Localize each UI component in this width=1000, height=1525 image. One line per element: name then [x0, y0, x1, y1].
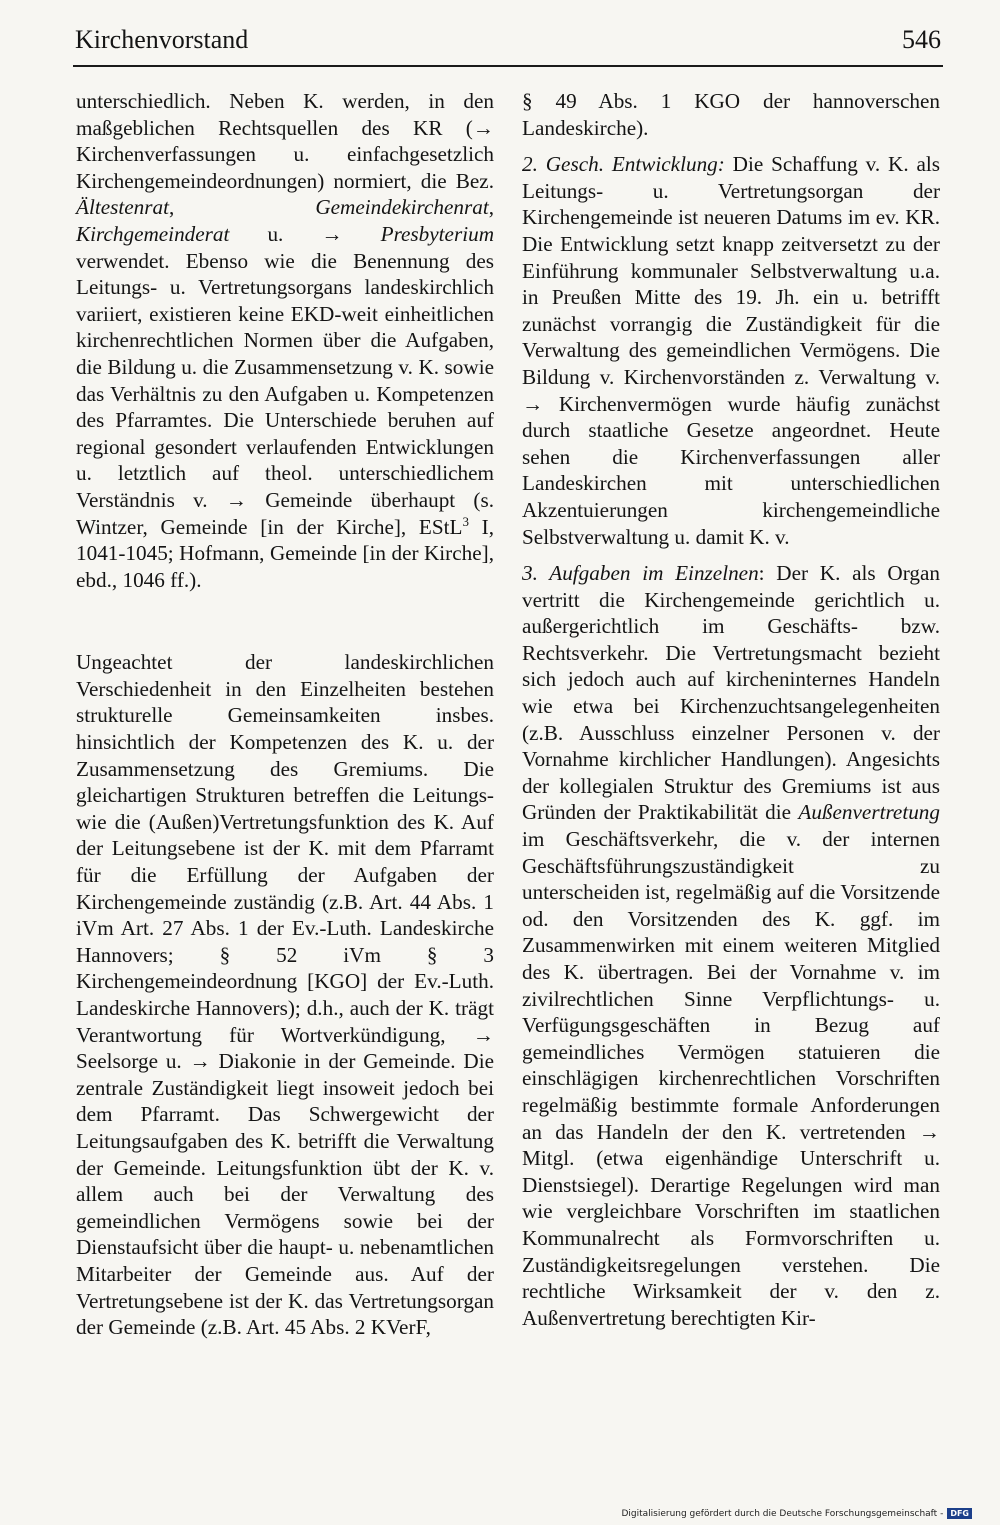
- body-paragraph: 3. Aufgaben im Einzelnen: Der K. als Organ vertritt die Kirchengemeinde gerichtlich u. außergerichtlich im Geschäfts- bzw. Rechtsverkehr. Die Vertretungsmacht bezieht sich jedoch auch auf kircheninternes Handeln wie etwa bei Kirchenzuchtsangelegenheiten (z.B. Ausschluss einzelner Personen v. der Vornahme kirchlicher Handlungen). Angesichts der kollegialen Struktur des Gremiums ist aus Gründen der Praktikabilität die Außenvertretung im Geschäftsverkehr, die v. der internen Geschäftsführungszuständigkeit zu unterscheiden ist, regelmäßig auf die Vorsitzende od. den Vorsitzenden des K. ggf. im Zusammenwirken mit einem weiteren Mitglied des K. übertragen. Bei der Vornahme v. im zivilrechtlichen Sinne Verpflichtungs- u. Verfügungsgeschäften in Bezug auf gemeindliches Vermögen statuieren die einschlägigen kirchenrechtlichen Vorschriften regelmäßig bestimmte formale Anforderungen an das Handeln der den K. vertretenden → Mitgl. (etwa eigenhändige Unterschrift u. Dienstsiegel). Derartige Regelungen wird man wie vergleichbare Vorschriften im staatlichen Kommunalrecht als Formvorschriften u. Zuständigkeitsregelungen verstehen. Die rechtliche Wirksamkeit der v. den z. Außenvertretung berechtigten Kir-: [522, 561, 940, 1330]
- right-column: [522, 88, 940, 1331]
- page-title: Kirchenvorstand: [75, 25, 249, 54]
- running-head: [75, 22, 941, 58]
- header-rule: [73, 65, 943, 67]
- funding-footer: [621, 1508, 972, 1519]
- body-paragraph: unterschiedlich. Neben K. werden, in den maßgeblichen Rechtsquellen des KR (→ Kirchenverfassungen u. einfachgesetzlich Kirchengemeindeordnungen) normiert, die Bez. Ältestenrat, Gemeindekirchenrat, Kirchgemeinderat u. → Presbyterium verwendet. Ebenso wie die Benennung des Leitungs- u. Vertretungsorgans landeskirchlich variiert, existieren keine EKD-weit einheitlichen kirchenrechtlichen Normen über die Aufgaben, die Bildung u. die Zusammensetzung v. K. sowie das Verhältnis zu den Aufgaben u. Kompetenzen des Pfarramtes. Die Unterschiede beruhen auf regional gesondert verlaufenden Entwicklungen u. letztlich auf theol. unterschiedlichem Verständnis v. → Gemeinde überhaupt (s. Wintzer, Gemeinde [in der Kirche], EStL$^3$ I, 1041-1045; Hofmann, Gemeinde [in der Kirche], ebd., 1046 ff.).: [76, 89, 494, 592]
- body-paragraph: Ungeachtet der landeskirchlichen Verschiedenheit in den Einzelheiten bestehen strukturelle Gemeinsamkeiten insbes. hinsichtlich der Kompetenzen des K. u. der Zusammensetzung des Gremiums. Die gleichartigen Strukturen betreffen die Leitungs- wie die (Außen)Vertretungsfunktion des K. Auf der Leitungsebene ist der K. mit dem Pfarramt für die Erfüllung der Aufgaben der Kirchengemeinde zuständig (z.B. Art. 44 Abs. 1 iVm Art. 27 Abs. 1 der Ev.-Luth. Landeskirche Hannovers; § 52 iVm § 3 Kirchengemeindeordnung [KGO] der Ev.-Luth. Landeskirche Hannovers); d.h., auch der K. trägt Verantwortung für Wortverkündigung, → Seelsorge u. → Diakonie in der Gemeinde. Die zentrale Zuständigkeit liegt insoweit jedoch bei dem Pfarramt. Das Schwergewicht der Leitungsaufgaben des K. betrifft die Verwaltung der Gemeinde. Leitungsfunktion übt der K. v. allem auch bei der Verwaltung des gemeindlichen Vermögens sowie bei der Dienstaufsicht über die haupt- u. nebenamtlichen Mitarbeiter der Gemeinde aus. Auf der Vertretungsebene ist der K. das Vertretungsorgan der Gemeinde (z.B. Art. 45 Abs. 2 KVerF,: [76, 650, 494, 1340]
- body-paragraph: § 49 Abs. 1 KGO der hannoverschen Landeskirche).: [522, 89, 940, 140]
- footer-text: Digitalisierung gefördert durch die Deutsche Forschungsgemeinschaft -: [621, 1508, 944, 1519]
- page-number: 546: [902, 25, 941, 54]
- body-paragraph: 2. Gesch. Entwicklung: Die Schaffung v. K. als Leitungs- u. Vertretungsorgan der Kirchengemeinde ist neueren Datums im ev. KR. Die Entwicklung setzt knapp zeitversetzt zu der Einführung kommunaler Selbstverwaltung u.a. in Preußen Mitte des 19. Jh. ein u. betrifft zunächst vorrangig die Zuständigkeit für die Verwaltung des gemeindlichen Vermögens. Die Bildung v. Kirchenvorständen z. Verwaltung v. → Kirchenvermögen wurde häufig zunächst durch staatliche Gesetze angeordnet. Heute sehen die Kirchenverfassungen aller Landeskirchen mit unterschiedlichen Akzentuierungen kirchengemeindliche Selbstverwaltung u. damit K. v.: [522, 152, 940, 549]
- left-column: [76, 88, 494, 1341]
- dfg-logo-icon: DFG: [947, 1508, 972, 1519]
